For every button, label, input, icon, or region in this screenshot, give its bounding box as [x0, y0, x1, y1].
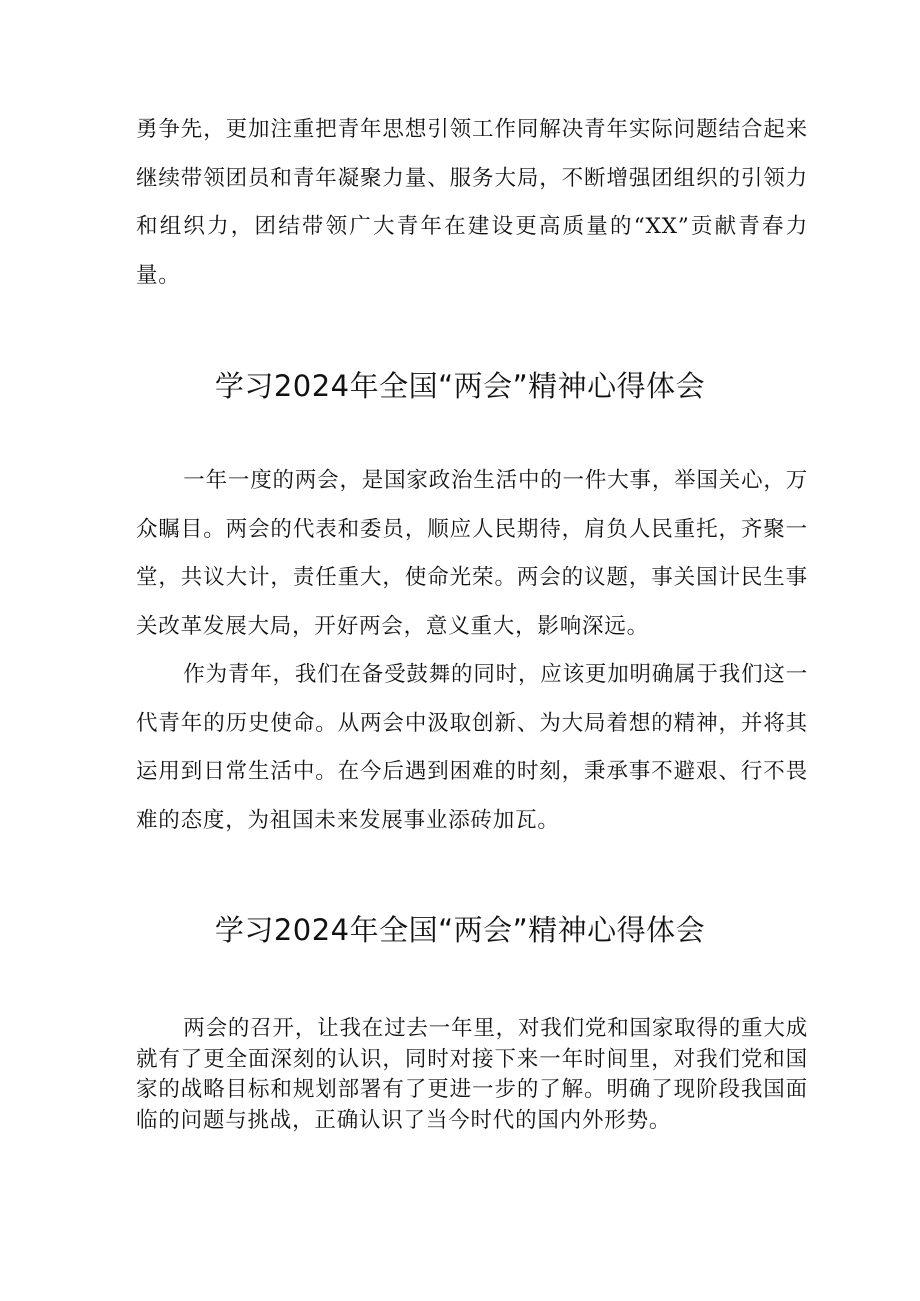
section-1-paragraph-1: 一年一度的两会，是国家政治生活中的一件大事，举国关心，万众瞩目。两会的代表和委员，顺应人民期待，肩负人民重托，齐聚一堂，共议大计，责任重大，使命光荣。两会的议题，事关国计民生事关改革发展大局，开好两会，意义重大，影响深远。 [136, 468, 808, 639]
section-1-paragraph-2: 作为青年，我们在备受鼓舞的同时，应该更加明确属于我们这一代青年的历史使命。从两会中汲取创新、为大局着想的精神，并将其运用到日常生活中。在今后遇到困难的时刻，秉承事不避艰、行不畏难的态度，为祖国未来发展事业添砖加瓦。 [136, 662, 808, 833]
continuation-paragraph: 勇争先，更加注重把青年思想引领工作同解决青年实际问题结合起来继续带领团员和青年凝聚力量、服务大局，不断增强团组织的引领力和组织力，团结带领广大青年在建设更高质量的“XX”贡献青春力量。 [136, 117, 808, 288]
section-2-paragraph-1: 两会的召开，让我在过去一年里，对我们党和国家取得的重大成就有了更全面深刻的认识，同时对接下来一年时间里，对我们党和国家的战略目标和规划部署有了更进一步的了解。明确了现阶段我国面临的问题与挑战，正确认识了当今时代的国内外形势。 [136, 1016, 808, 1133]
section-2-title: 学习2024年全国“两会”精神心得体会 [214, 913, 706, 947]
section-1-title: 学习2024年全国“两会”精神心得体会 [214, 369, 706, 403]
